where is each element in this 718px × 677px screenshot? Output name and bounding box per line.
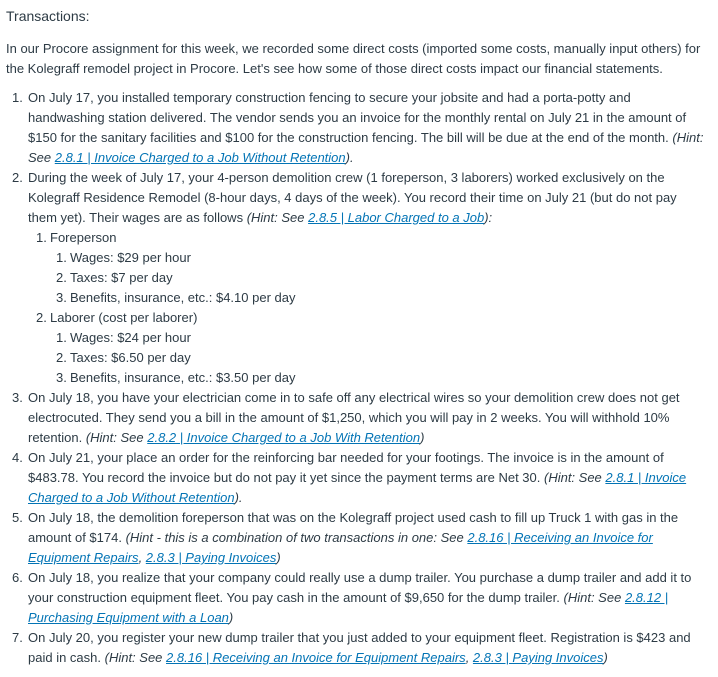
item-number: 7. xyxy=(12,630,23,645)
hint-link[interactable]: 2.8.5 | Labor Charged to a Job xyxy=(308,210,485,225)
item-text: On July 20, you register your new dump trailer that you just added to your equipment fleet. Registration is $423 and paid in cash. xyxy=(28,630,691,665)
crew-label: Foreperson xyxy=(50,230,117,245)
sub-item-number: 1. xyxy=(36,230,47,245)
hint-link[interactable]: 2.8.1 | Invoice Charged to a Job Without Retention xyxy=(54,150,346,165)
rate-number: 2. xyxy=(56,270,67,285)
hint-suffix: ): xyxy=(484,210,493,225)
transaction-item-7 xyxy=(12,628,704,668)
rate-item xyxy=(56,328,704,348)
hint-link[interactable]: 2.8.1 | Invoice Charged to a Job Without Retention xyxy=(28,470,687,505)
hint-link[interactable]: 2.8.16 | Receiving an Invoice for Equipment Repairs xyxy=(166,650,466,665)
hint-prefix: (Hint - this is a combination of two transactions in one: See xyxy=(125,530,468,545)
transaction-item-4 xyxy=(12,448,704,508)
rate-list xyxy=(50,248,704,308)
transaction-item-1 xyxy=(12,88,704,168)
rate-text: Benefits, insurance, etc.: $3.50 per day xyxy=(70,370,296,385)
item-text: On July 18, the demolition foreperson that was on the Kolegraff project used cash to fill up Truck 1 with gas in the amount of $174. xyxy=(28,510,679,545)
rate-text: Taxes: $6.50 per day xyxy=(70,350,191,365)
item-number: 4. xyxy=(12,450,23,465)
hint-link-2[interactable]: 2.8.3 | Paying Invoices xyxy=(145,550,277,565)
hint-prefix: (Hint: See xyxy=(246,210,309,225)
hint-link[interactable]: 2.8.2 | Invoice Charged to a Job With Retention xyxy=(147,430,421,445)
hint-link-2[interactable]: 2.8.3 | Paying Invoices xyxy=(472,650,604,665)
hint-prefix: (Hint: See xyxy=(563,590,625,605)
item-text: On July 21, your place an order for the reinforcing bar needed for your footings. The invoice is in the amount of $483.78. You record the invoice but do not pay it yet since the payment terms are Net 30. xyxy=(28,450,664,485)
intro-paragraph: In our Procore assignment for this week, we recorded some direct costs (imported some costs, manually input others) for the Kolegraff remodel project in Procore. Let's see how some of those direct costs impact our financial statements. xyxy=(6,41,701,76)
item-text: On July 18, you have your electrician come in to safe off any electrical wires so your demolition crew does not get electrocuted. They send you a bill in the amount of $1,250, which you will pay in 2 weeks. You will withhold 10% retention. xyxy=(28,390,680,445)
crew-label: Laborer (cost per laborer) xyxy=(50,310,198,325)
item-text: On July 18, you realize that your company could really use a dump trailer. You purchase a dump trailer and add it to your construction equipment fleet. You pay cash in the amount of $9,650 for the dump trailer. xyxy=(28,570,692,605)
rate-number: 3. xyxy=(56,370,67,385)
hint-suffix: ) xyxy=(276,550,281,565)
rate-number: 1. xyxy=(56,330,67,345)
hint-prefix: (Hint: See xyxy=(28,130,704,165)
hint-suffix: ) xyxy=(228,610,234,625)
rate-text: Benefits, insurance, etc.: $4.10 per day xyxy=(70,290,296,305)
crew-item-laborer xyxy=(36,308,704,388)
transaction-item-6 xyxy=(12,568,704,628)
hint-separator: , xyxy=(465,650,473,665)
crew-item-foreperson xyxy=(36,228,704,308)
item-number: 2. xyxy=(12,170,23,185)
hint-suffix: ). xyxy=(234,490,243,505)
hint-prefix: (Hint: See xyxy=(104,650,167,665)
hint-link[interactable]: 2.8.16 | Receiving an Invoice for Equipment Repairs xyxy=(28,530,653,565)
item-text: During the week of July 17, your 4-person demolition crew (1 foreperson, 3 laborers) worked exclusively on the Kolegraff Residence Remodel (8-hour days, 4 days of the week). You record their time on July 21 (but do not pay them yet). Their wages are as follows xyxy=(28,170,677,225)
hint-suffix: ) xyxy=(420,430,425,445)
rate-item xyxy=(56,288,704,308)
transaction-item-5 xyxy=(12,508,704,568)
transaction-item-3 xyxy=(12,388,704,448)
rate-item xyxy=(56,348,704,368)
rate-number: 1. xyxy=(56,250,67,265)
hint-prefix: (Hint: See xyxy=(85,430,148,445)
crew-list xyxy=(28,228,704,388)
sub-item-number: 2. xyxy=(36,310,47,325)
hint-separator: , xyxy=(138,550,146,565)
rate-text: Wages: $24 per hour xyxy=(70,330,191,345)
item-number: 5. xyxy=(12,510,23,525)
item-text: On July 17, you installed temporary construction fencing to secure your jobsite and had a porta-potty and handwashing station delivered. The vendor sends you an invoice for the monthly rental on July 21 in the amount of $150 for the sanitary facilities and $100 for the construction fencing. The bill will be due at the end of the month. xyxy=(28,90,687,145)
hint-link[interactable]: 2.8.12 | Purchasing Equipment with a Loan xyxy=(28,590,669,625)
hint-suffix: ) xyxy=(603,650,608,665)
section-heading: Transactions: xyxy=(6,8,90,24)
item-number: 6. xyxy=(12,570,23,585)
rate-text: Wages: $29 per hour xyxy=(70,250,191,265)
hint-suffix: ). xyxy=(345,150,354,165)
item-number: 3. xyxy=(12,390,23,405)
hint-prefix: (Hint: See xyxy=(543,470,606,485)
rate-number: 3. xyxy=(56,290,67,305)
rate-item xyxy=(56,248,704,268)
transaction-item-2 xyxy=(12,168,704,388)
rate-list xyxy=(50,328,704,388)
transactions-list xyxy=(12,88,704,668)
rate-item xyxy=(56,268,704,288)
rate-item xyxy=(56,368,704,388)
item-number: 1. xyxy=(12,90,23,105)
rate-text: Taxes: $7 per day xyxy=(70,270,173,285)
rate-number: 2. xyxy=(56,350,67,365)
